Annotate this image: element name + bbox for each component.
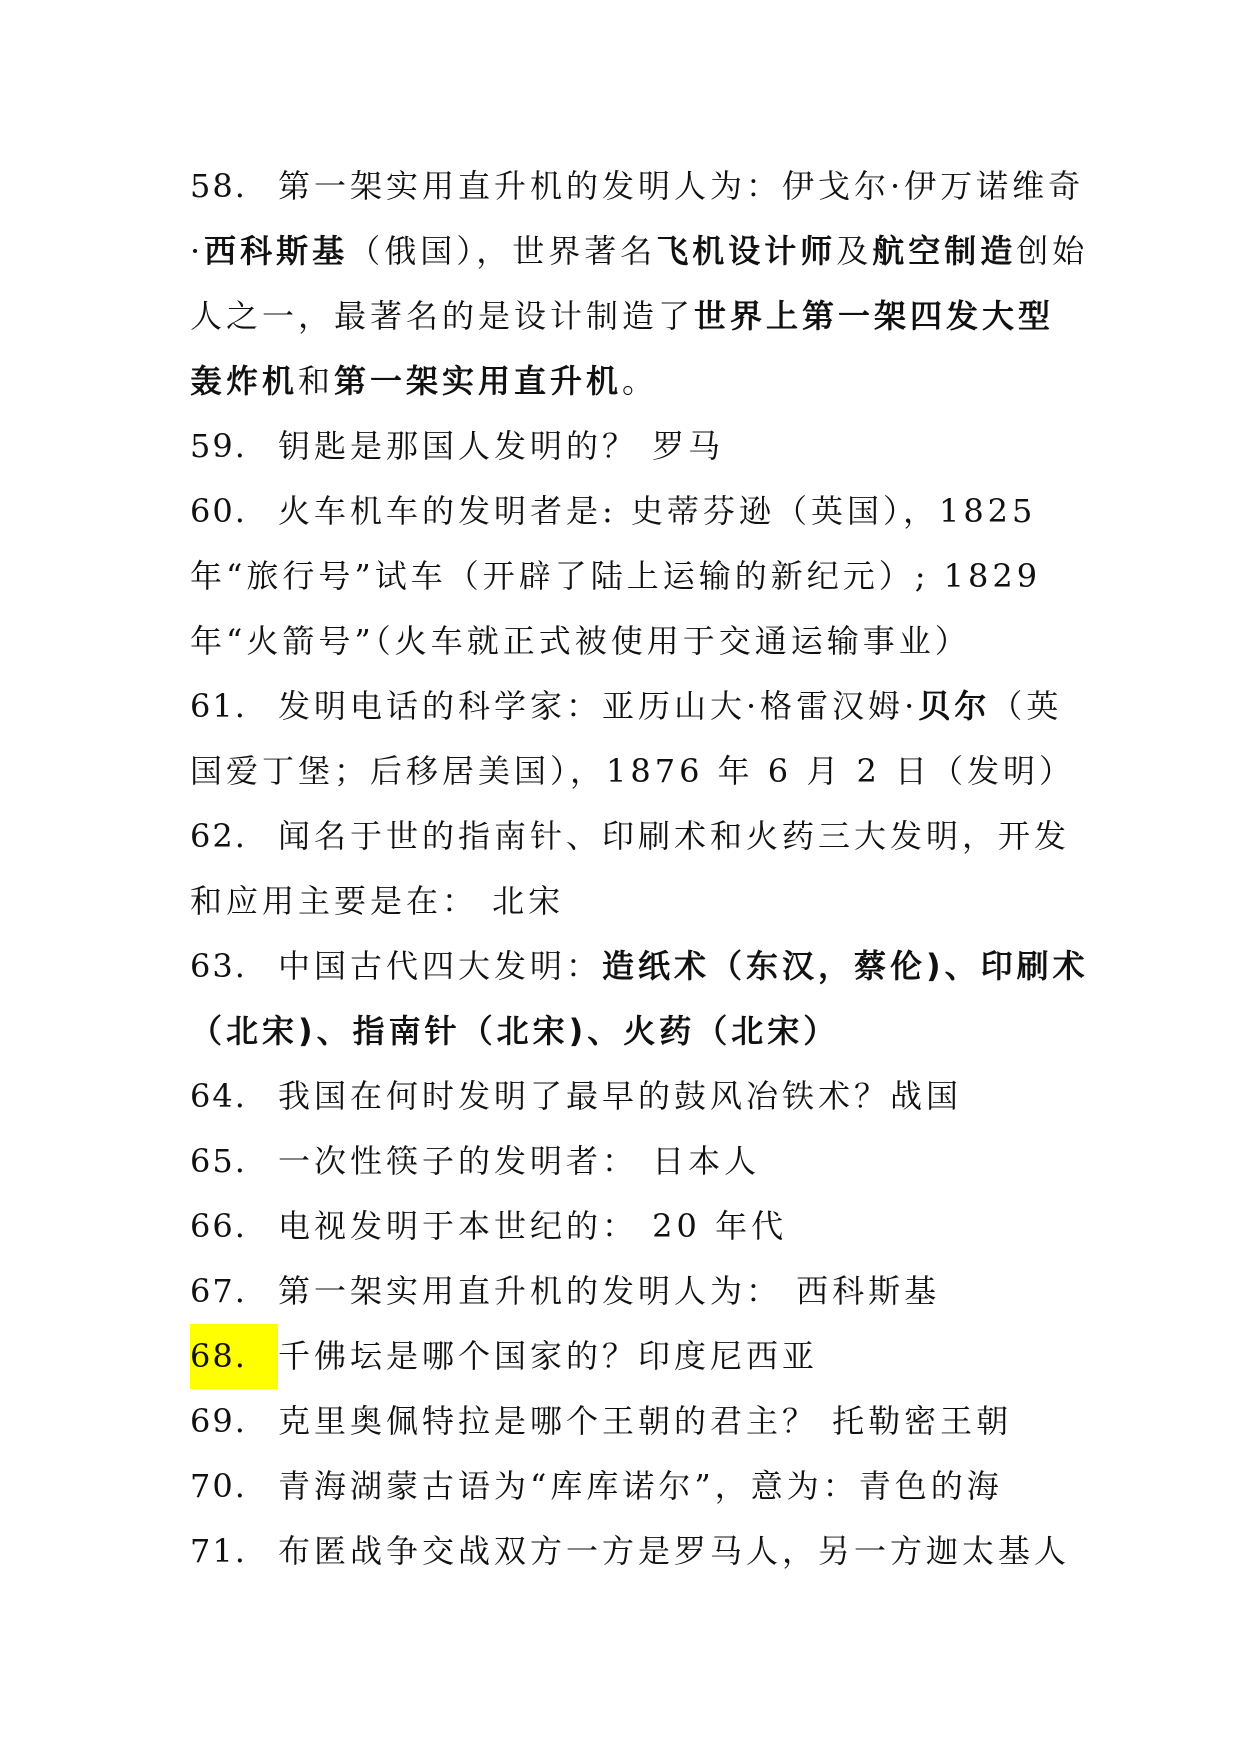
item-text: （俄国），世界著名 [348, 232, 657, 270]
list-item [190, 1194, 1090, 1259]
document-body [190, 154, 1090, 1584]
item-number: 69. [190, 1402, 247, 1440]
item-text: 电视发明于本世纪的： 20 年代 [278, 1207, 788, 1245]
bold-text: 造纸术（东汉，蔡伦)、印刷术（北宋)、指南针（北宋)、火药（北宋） [190, 947, 1089, 1050]
item-text: 千佛坛是哪个国家的？印度尼西亚 [278, 1337, 819, 1375]
bold-text: 西科斯基 [204, 232, 349, 270]
list-item [190, 154, 1090, 414]
item-text: 闻名于世的指南针、印刷术和火药三大发明，开发和应用主要是在： 北宋 [190, 817, 1071, 920]
item-text: 第一架实用直升机的发明人为： 西科斯基 [278, 1272, 941, 1310]
item-text: 青海湖蒙古语为“库库诺尔”，意为：青色的海 [278, 1467, 1003, 1505]
item-text: 布匿战争交战双方一方是罗马人，另一方迦太基人 [278, 1532, 1071, 1570]
item-number: 66. [190, 1207, 247, 1245]
list-item [190, 934, 1090, 1064]
item-text: 一次性筷子的发明者： 日本人 [278, 1142, 761, 1180]
item-text: 中国古代四大发明： [278, 947, 603, 985]
list-item [190, 1324, 1090, 1389]
item-number: 61. [190, 687, 247, 725]
item-number: 60. [190, 492, 247, 530]
bold-text: 贝尔 [918, 687, 991, 725]
item-text: 和 [298, 362, 335, 400]
item-text: （英国爱丁堡；后移居美国），1876 年 6 月 2 日（发明） [190, 687, 1076, 790]
item-number: 64. [190, 1077, 247, 1115]
list-item [190, 1129, 1090, 1194]
item-text: 火车机车的发明者是: 史蒂芬逊（英国），1825 年“旅行号”试车（开辟了陆上运输的新纪元）; 1829 年“火箭号”（火车就正式被使用于交通运输事业） [190, 492, 1042, 660]
list-item [190, 414, 1090, 479]
list-item [190, 1519, 1090, 1584]
item-text: 发明电话的科学家：亚历山大·格雷汉姆· [278, 687, 919, 725]
item-number-highlighted: 68. [190, 1324, 278, 1389]
bold-text: 第一架实用直升机 [334, 362, 623, 400]
item-number: 62. [190, 817, 247, 855]
bold-text: 航空制造 [872, 232, 1017, 270]
item-text: 我国在何时发明了最早的鼓风冶铁术？战国 [278, 1077, 963, 1115]
item-number: 71. [190, 1532, 247, 1570]
bold-text: 飞机设计师 [656, 232, 837, 270]
item-number: 58. [190, 167, 247, 205]
item-text: 克里奥佩特拉是哪个王朝的君主？ 托勒密王朝 [278, 1402, 1013, 1440]
list-item [190, 1389, 1090, 1454]
list-item [190, 1259, 1090, 1324]
list-item [190, 479, 1090, 674]
list-item [190, 674, 1090, 804]
item-number: 63. [190, 947, 247, 985]
list-item [190, 1454, 1090, 1519]
list-item [190, 1064, 1090, 1129]
item-text: 第一架实用直升机的发明人为：伊戈尔·伊万诺维奇· [190, 167, 1085, 270]
item-text: 钥匙是那国人发明的？ 罗马 [278, 427, 725, 465]
item-text: 创始人之一，最著名的是设计制造了 [190, 232, 1089, 335]
item-number: 65. [190, 1142, 247, 1180]
item-number: 67. [190, 1272, 247, 1310]
bold-text: 世界上第一架四发大型轰炸机 [190, 297, 1055, 400]
item-number: 70. [190, 1467, 247, 1505]
item-number: 59. [190, 427, 247, 465]
item-text: 及 [836, 232, 873, 270]
item-text: 。 [622, 362, 659, 400]
list-item [190, 804, 1090, 934]
